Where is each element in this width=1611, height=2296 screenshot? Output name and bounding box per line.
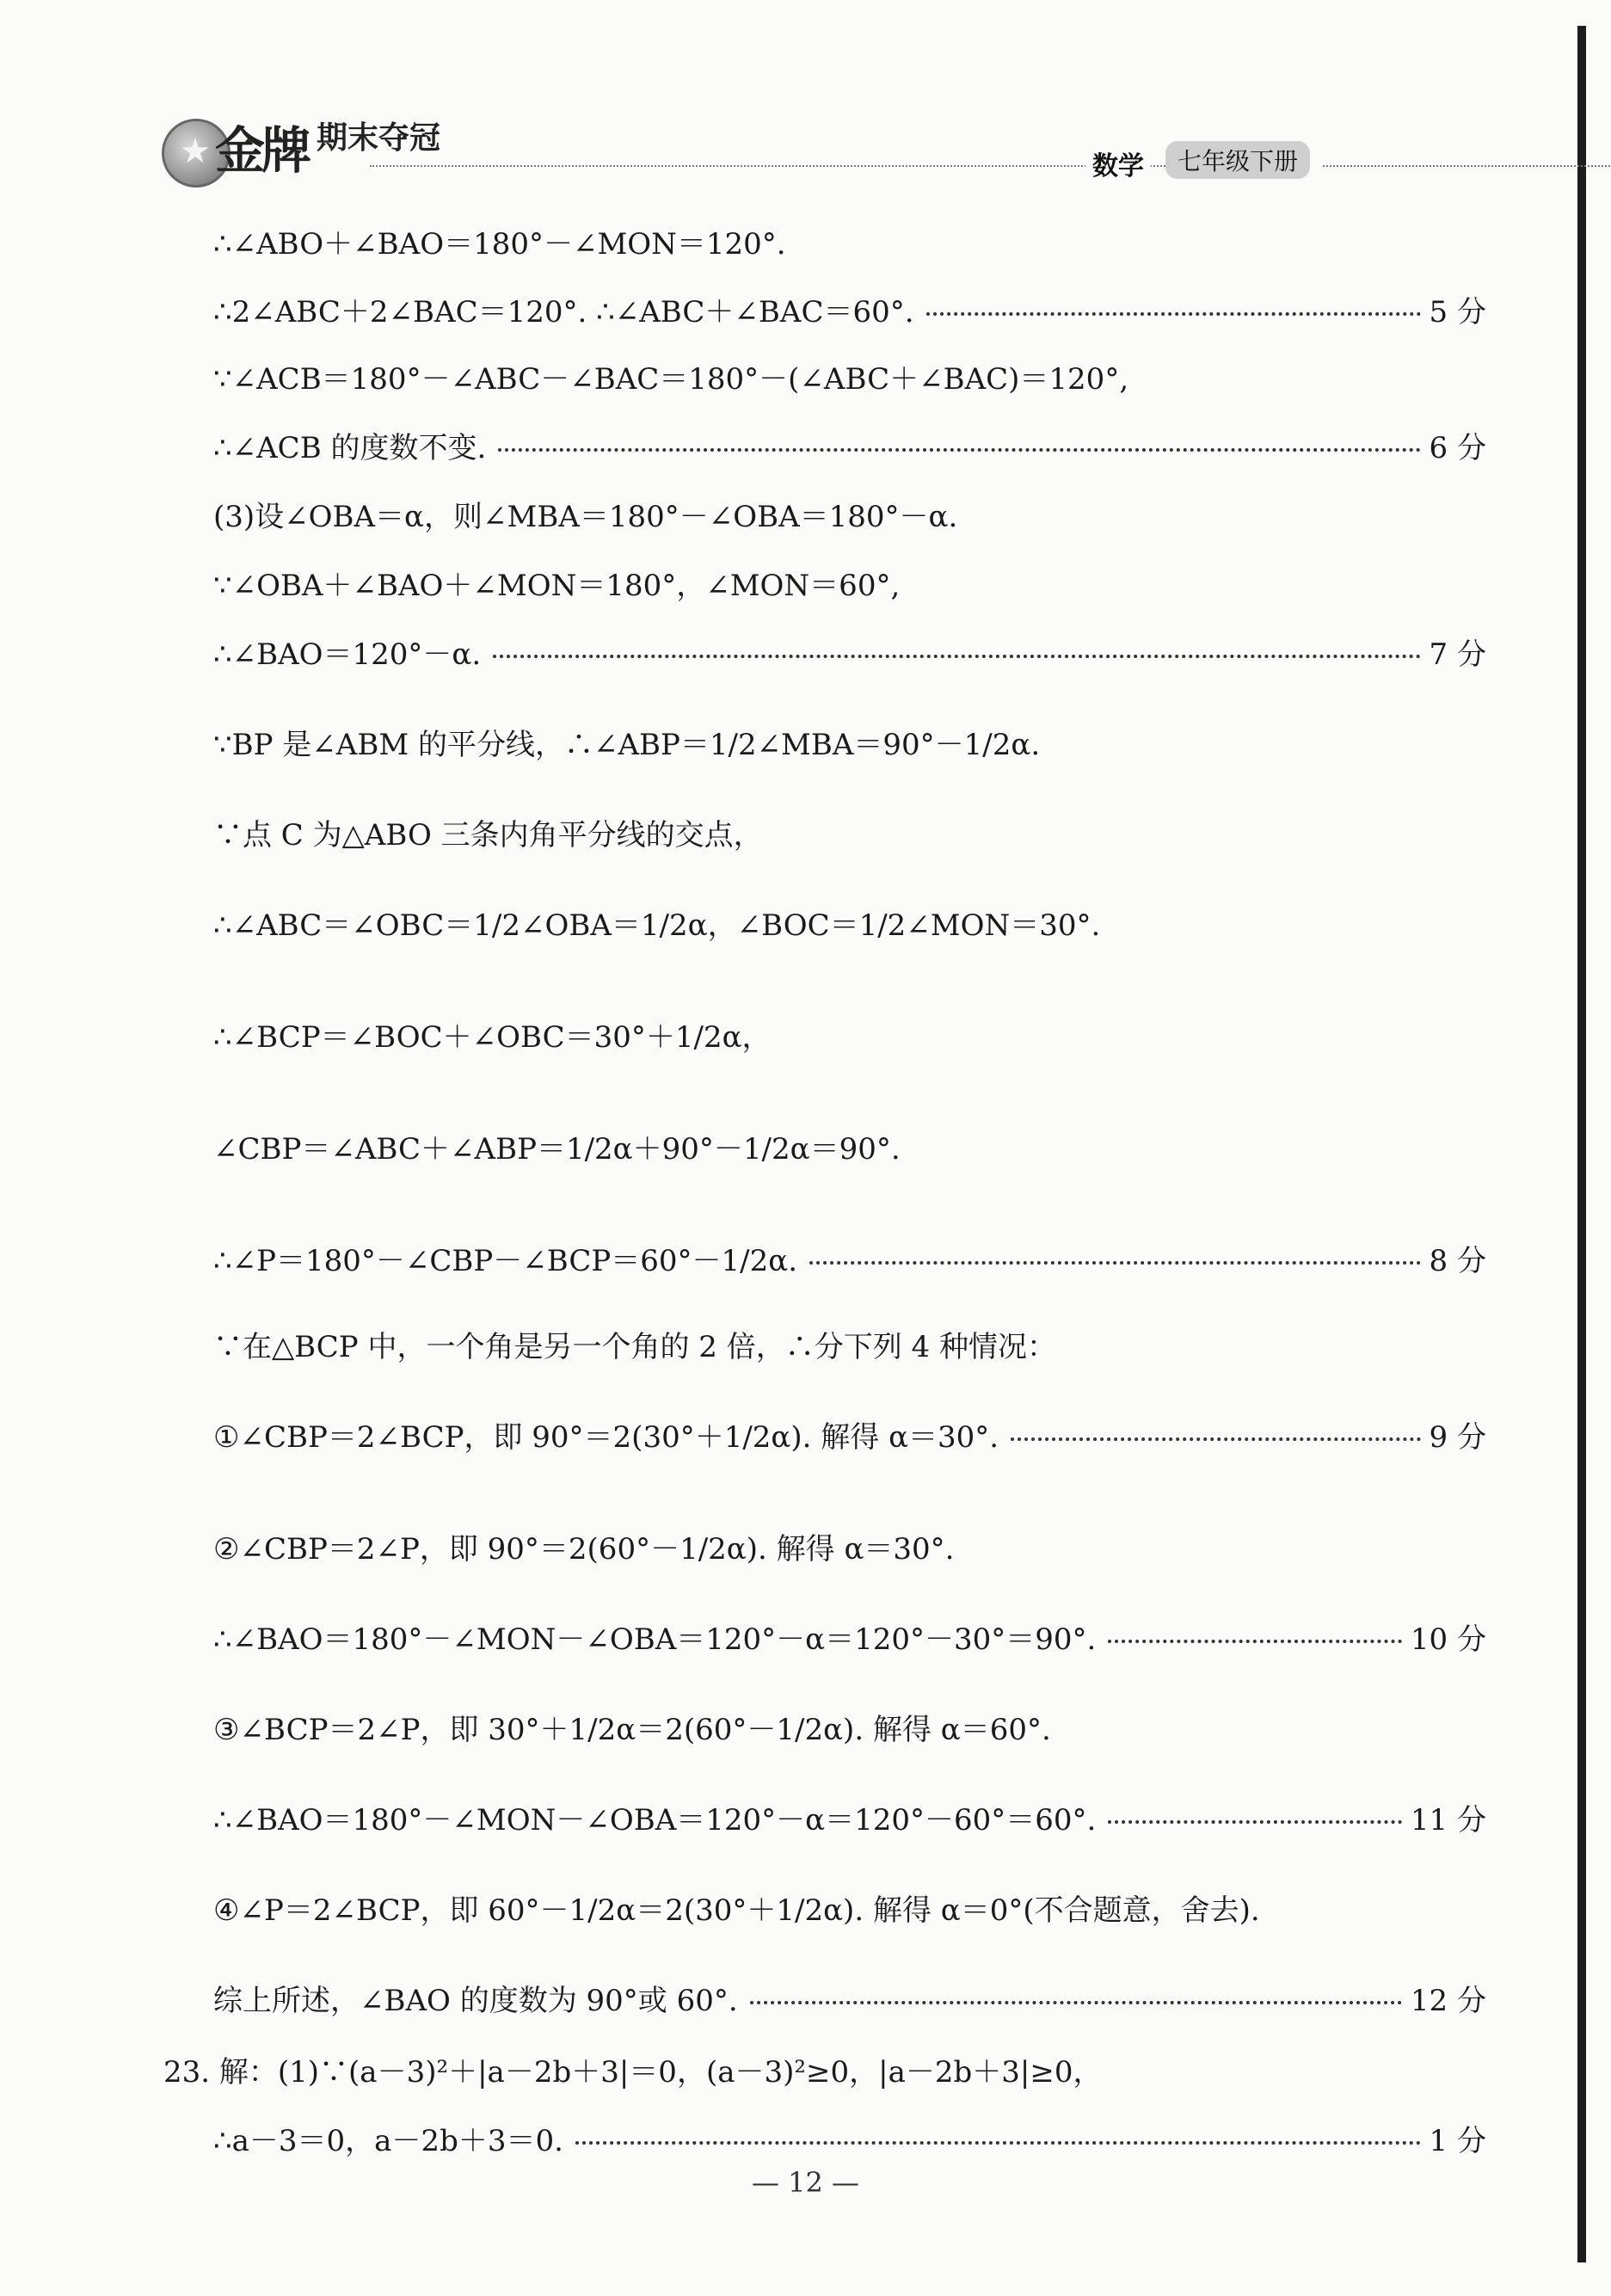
score-label: 10 分 — [1410, 1622, 1486, 1657]
score-label: 7 分 — [1429, 637, 1486, 672]
solution-line: ③∠BCP＝2∠P，即 30°＋1/2α＝2(60°－1/2α). 解得 α＝60°. — [213, 1712, 1051, 1747]
score-label: 12 分 — [1410, 1983, 1486, 2018]
score-label: 9 分 — [1429, 1419, 1486, 1455]
solution-line: ∵BP 是∠ABM 的平分线，∴∠ABP＝1/2∠MBA＝90°－1/2α. — [213, 727, 1041, 762]
leader-dots — [1108, 1640, 1402, 1643]
medal-icon: ★ — [162, 119, 231, 188]
solution-line: ②∠CBP＝2∠P，即 90°＝2(60°－1/2α). 解得 α＝30°. — [213, 1531, 955, 1567]
solution-line: ∴∠ABC＝∠OBC＝1/2∠OBA＝1/2α，∠BOC＝1/2∠MON＝30°. — [213, 908, 1101, 943]
solution-line: ①∠CBP＝2∠BCP，即 90°＝2(30°＋1/2α). 解得 α＝30°. 9 分 — [213, 1411, 1486, 1457]
page-number: — 12 — — [751, 2166, 860, 2199]
score-label: 6 分 — [1429, 430, 1486, 465]
page-header — [155, 95, 1479, 189]
solution-line: (3)设∠OBA＝α，则∠MBA＝180°－∠OBA＝180°－α. — [213, 499, 958, 534]
solution-line: 综上所述，∠BAO 的度数为 90°或 60°. 12 分 — [213, 1974, 1486, 2021]
leader-dots — [809, 1261, 1421, 1265]
solution-line: ∵∠OBA＋∠BAO＋∠MON＝180°，∠MON＝60°, — [213, 568, 901, 603]
leader-dots — [1108, 1820, 1402, 1824]
leader-dots — [926, 312, 1421, 316]
solution-line: ∵∠ACB＝180°－∠ABC－∠BAC＝180°－(∠ABC＋∠BAC)＝120°, — [213, 361, 1129, 397]
question-23-line: 23. 解：(1)∵(a－3)²＋|a－2b＋3|＝0，(a－3)²≥0，|a－2b＋3|≥0， — [163, 2054, 1103, 2090]
solution-line: ④∠P＝2∠BCP，即 60°－1/2α＝2(30°＋1/2α). 解得 α＝0°(不合题意，舍去). — [213, 1893, 1260, 1928]
solution-line: ∴∠P＝180°－∠CBP－∠BCP＝60°－1/2α. 8 分 — [213, 1234, 1486, 1281]
subject-label: 数学 — [1085, 145, 1151, 182]
leader-dots — [575, 2141, 1421, 2145]
leader-dots — [493, 655, 1420, 658]
solution-line: ∴∠BAO＝120°－α. 7 分 — [213, 628, 1486, 674]
solution-line: ∴∠ACB 的度数不变. 6 分 — [213, 422, 1486, 468]
leader-dots — [750, 2001, 1402, 2004]
solution-line: ∠CBP＝∠ABC＋∠ABP＝1/2α＋90°－1/2α＝90°. — [213, 1131, 901, 1166]
solution-line: ∴∠ABO＋∠BAO＝180°－∠MON＝120°. — [213, 226, 786, 262]
leader-dots — [1011, 1437, 1420, 1441]
score-label: 11 分 — [1410, 1802, 1486, 1837]
solution-line: ∵在△BCP 中，一个角是另一个角的 2 倍，∴分下列 4 种情况： — [213, 1329, 1056, 1364]
grade-badge: 七年级下册 — [1165, 141, 1310, 179]
solution-line: ∴2∠ABC＋2∠BAC＝120°. ∴∠ABC＋∠BAC＝60°. 5 分 — [213, 286, 1486, 332]
solution-line: ∴∠BCP＝∠BOC＋∠OBC＝30°＋1/2α， — [213, 1019, 772, 1055]
series-title: 期末夺冠 — [317, 120, 441, 156]
brand-logo — [155, 103, 516, 189]
solution-line: ∴a－3＝0，a－2b＋3＝0. 1 分 — [213, 2114, 1486, 2161]
solution-line: ∴∠BAO＝180°－∠MON－∠OBA＝120°－α＝120°－30°＝90°. 10 分 — [213, 1613, 1486, 1659]
leader-dots — [498, 448, 1420, 452]
score-label: 8 分 — [1429, 1243, 1486, 1278]
header-rule-right — [1323, 165, 1611, 167]
binding-edge — [1577, 26, 1586, 2262]
solution-line: ∵点 C 为△ABO 三条内角平分线的交点， — [213, 817, 763, 853]
solution-line: ∴∠BAO＝180°－∠MON－∠OBA＝120°－α＝120°－60°＝60°. 11 分 — [213, 1794, 1486, 1840]
brand-name: 金牌 — [215, 121, 309, 180]
score-label: 1 分 — [1429, 2123, 1486, 2158]
score-label: 5 分 — [1429, 294, 1486, 329]
